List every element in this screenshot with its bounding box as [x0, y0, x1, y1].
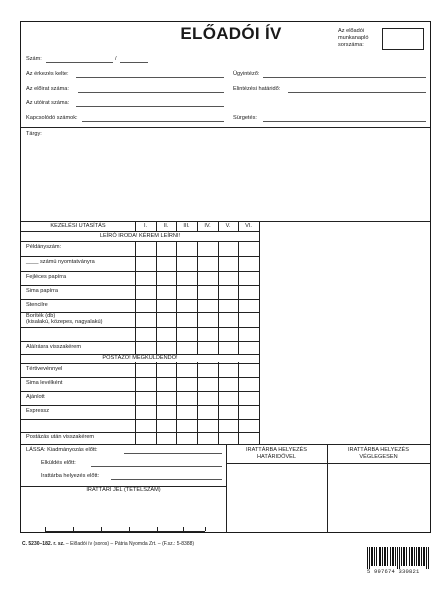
postazo-header: POSTÁZÓ! MEGKÜLDENDŐ!: [21, 355, 259, 362]
row-line: [21, 327, 259, 328]
irattarba-label: Irattárba helyezés előtt:: [41, 473, 100, 479]
kapcsolodo-field[interactable]: [82, 121, 224, 122]
col-separator: [176, 221, 177, 444]
row-line: [21, 285, 259, 286]
table-row-label: Fejléces papírra: [26, 274, 67, 280]
eloirat-label: Az előirat száma:: [26, 86, 69, 92]
col-separator: [156, 221, 157, 444]
elkuldes-label: Elküldés előtt:: [41, 460, 76, 466]
tick-mark: [157, 527, 158, 531]
form-title: ELŐADÓI ÍV: [180, 24, 282, 43]
hatarido-label: Elintézési határidő:: [233, 86, 281, 92]
row-line: [21, 241, 259, 242]
lassa-field[interactable]: [124, 453, 222, 454]
footer: [22, 541, 194, 547]
table-row-label: Expressz: [26, 408, 50, 414]
szam-year-field[interactable]: [120, 62, 148, 63]
col-header: II.: [163, 223, 169, 229]
col-header: V.: [225, 223, 231, 229]
tick-mark: [45, 527, 46, 531]
tick-mark: [183, 527, 184, 531]
row-line: [21, 377, 259, 378]
hataridovel-area[interactable]: [227, 464, 326, 532]
kapcsolodo-label: Kapcsolódó számok:: [26, 115, 78, 121]
irattari-jel-baseline: [45, 531, 205, 532]
form-sheet: [20, 21, 431, 533]
row-line: [21, 363, 259, 364]
targy-label: Tárgy:: [26, 131, 42, 137]
tick-mark: [129, 527, 130, 531]
table-row-label: (kisalakú, közepes, nagyalakú): [26, 319, 103, 325]
leiro-header: LEÍRÓ IRODA! KÉREM LEÍRNI!: [99, 233, 181, 239]
elkuldes-field[interactable]: [91, 466, 222, 467]
ugyintezo-label: Ügyintéző:: [233, 71, 260, 77]
barcode-number: 5 997674 330821: [367, 568, 420, 575]
szam-label: Szám:: [26, 56, 42, 62]
table-row-label: Stencilre: [26, 302, 48, 308]
irattari-jel-header: IRATTÁRI JEL (TÉTELSZÁM): [86, 487, 161, 493]
row-line: [21, 312, 259, 313]
row-line: [21, 405, 259, 406]
divider: [21, 221, 430, 222]
table-row-label: Ajánlott: [26, 394, 45, 400]
register-number-box[interactable]: [382, 28, 424, 50]
tick-mark: [101, 527, 102, 531]
col-separator: [197, 221, 198, 444]
table-right-border: [259, 221, 260, 444]
eloirat-field[interactable]: [78, 92, 224, 93]
row-line: [21, 271, 259, 272]
irattarba-field[interactable]: [111, 479, 222, 480]
surgetes-label: Sürgetés:: [233, 115, 257, 121]
szam-separator: /: [115, 56, 117, 62]
tick-mark: [205, 527, 206, 531]
row-line: [21, 419, 259, 420]
erkezes-field[interactable]: [76, 77, 224, 78]
table-row-label: Sima papírra: [26, 288, 59, 294]
col-header: III.: [183, 223, 190, 229]
row-line: [21, 341, 259, 342]
table-row-label: Sima levélként: [26, 380, 63, 386]
utoirat-field[interactable]: [76, 106, 224, 107]
table-row-label: ____ számú nyomtatványra: [26, 259, 95, 265]
col-header: I.: [143, 223, 148, 229]
tick-mark: [73, 527, 74, 531]
vegleges-area[interactable]: [328, 464, 429, 532]
footer-desc: – Előadói ív (soros) – Pátria Nyomda Zrt. – (F.sz.: 5-8388): [64, 541, 195, 547]
hatarido-field[interactable]: [288, 92, 426, 93]
col-header: VI.: [245, 223, 252, 229]
hataridovel-header: IRATTÁRBA HELYEZÉS HATÁRIDŐVEL: [245, 447, 308, 460]
row-line: [21, 256, 259, 257]
table-row-label: Postázás után visszakérem: [26, 434, 95, 440]
table-row-label: Boríték (db): [26, 313, 56, 319]
kezelesi-header: KEZELÉSI UTASÍTÁS: [50, 223, 106, 229]
utoirat-label: Az utóirat száma:: [26, 100, 70, 106]
col-separator: [238, 221, 239, 444]
ugyintezo-field[interactable]: [263, 77, 426, 78]
col-separator: [135, 221, 136, 444]
vegleges-header: IRATTÁRBA HELYEZÉS VÉGLEGESEN: [347, 447, 410, 460]
szam-field[interactable]: [46, 62, 113, 63]
table-row-label: Tértivevénnyel: [26, 366, 63, 372]
row-line: [21, 432, 259, 433]
col-header: IV.: [204, 223, 211, 229]
barcode-icon: [367, 547, 431, 569]
row-line: [21, 391, 259, 392]
irattari-jel-area[interactable]: [21, 494, 226, 532]
targy-area[interactable]: [21, 128, 430, 221]
row-line: [21, 299, 259, 300]
lassa-label: LÁSSA: Kiadmányozás előtt:: [26, 447, 98, 453]
register-label: Az előadói munkanapló sorszáma:: [338, 28, 369, 48]
surgetes-field[interactable]: [263, 121, 426, 122]
footer-code: C. 5230–182. r. sz.: [22, 541, 65, 547]
table-row-label: Aláírásra visszakérem: [26, 344, 82, 350]
erkezes-label: Az érkezés kelte:: [26, 71, 69, 77]
table-row-label: Példányszám:: [26, 244, 62, 250]
col-separator: [218, 221, 219, 444]
